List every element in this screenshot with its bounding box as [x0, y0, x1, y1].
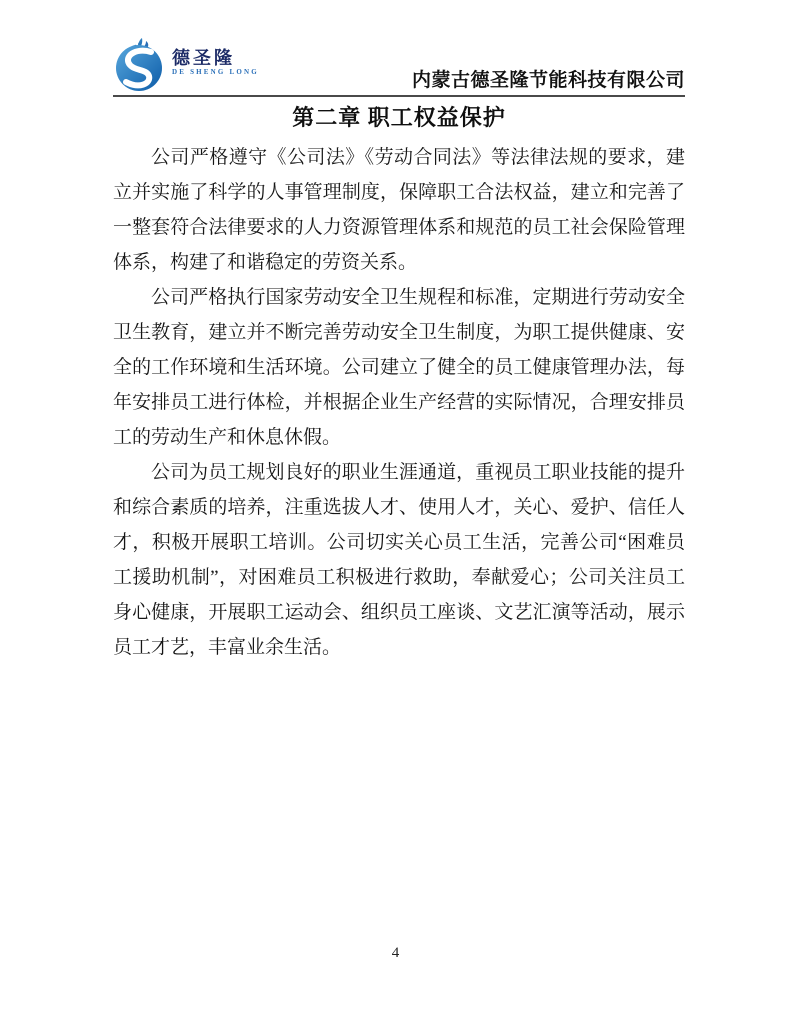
chapter-title: 第二章 职工权益保护 [292, 105, 506, 130]
paragraph-1: 公司严格遵守《公司法》《劳动合同法》等法律法规的要求，建立并实施了科学的人事管理制度，保障职工合法权益，建立和完善了一整套符合法律要求的人力资源管理体系和规范的员工社会保险管理体系，构建了和谐稳定的劳资关系。 [113, 147, 685, 273]
company-name: 内蒙古德圣隆节能科技有限公司 [411, 70, 685, 91]
logo-dragon-icon [113, 37, 167, 93]
page-number: 4 [391, 945, 400, 961]
logo-name-en: DE SHENG LONG [172, 67, 259, 76]
logo-name-cn: 德圣隆 [172, 47, 235, 68]
company-logo [113, 37, 259, 93]
paragraph-3: 公司为员工规划良好的职业生涯通道，重视员工职业技能的提升和综合素质的培养，注重选拔人才、使用人才，关心、爱护、信任人才，积极开展职工培训。公司切实关心员工生活，完善公司“困难员工援助机制”，对困难员工积极进行救助，奉献爱心；公司关注员工身心健康，开展职工运动会、组织员工座谈、文艺汇演等活动，展示员工才艺，丰富业余生活。 [113, 462, 685, 658]
page-footer [0, 944, 791, 962]
document-body [113, 103, 685, 665]
logo-text [172, 48, 259, 83]
paragraph-2: 公司严格执行国家劳动安全卫生规程和标准，定期进行劳动安全卫生教育，建立并不断完善劳动安全卫生制度，为职工提供健康、安全的工作环境和生活环境。公司建立了健全的员工健康管理办法，每年安排员工进行体检，并根据企业生产经营的实际情况，合理安排员工的劳动生产和休息休假。 [113, 287, 685, 448]
page-header [113, 0, 685, 97]
